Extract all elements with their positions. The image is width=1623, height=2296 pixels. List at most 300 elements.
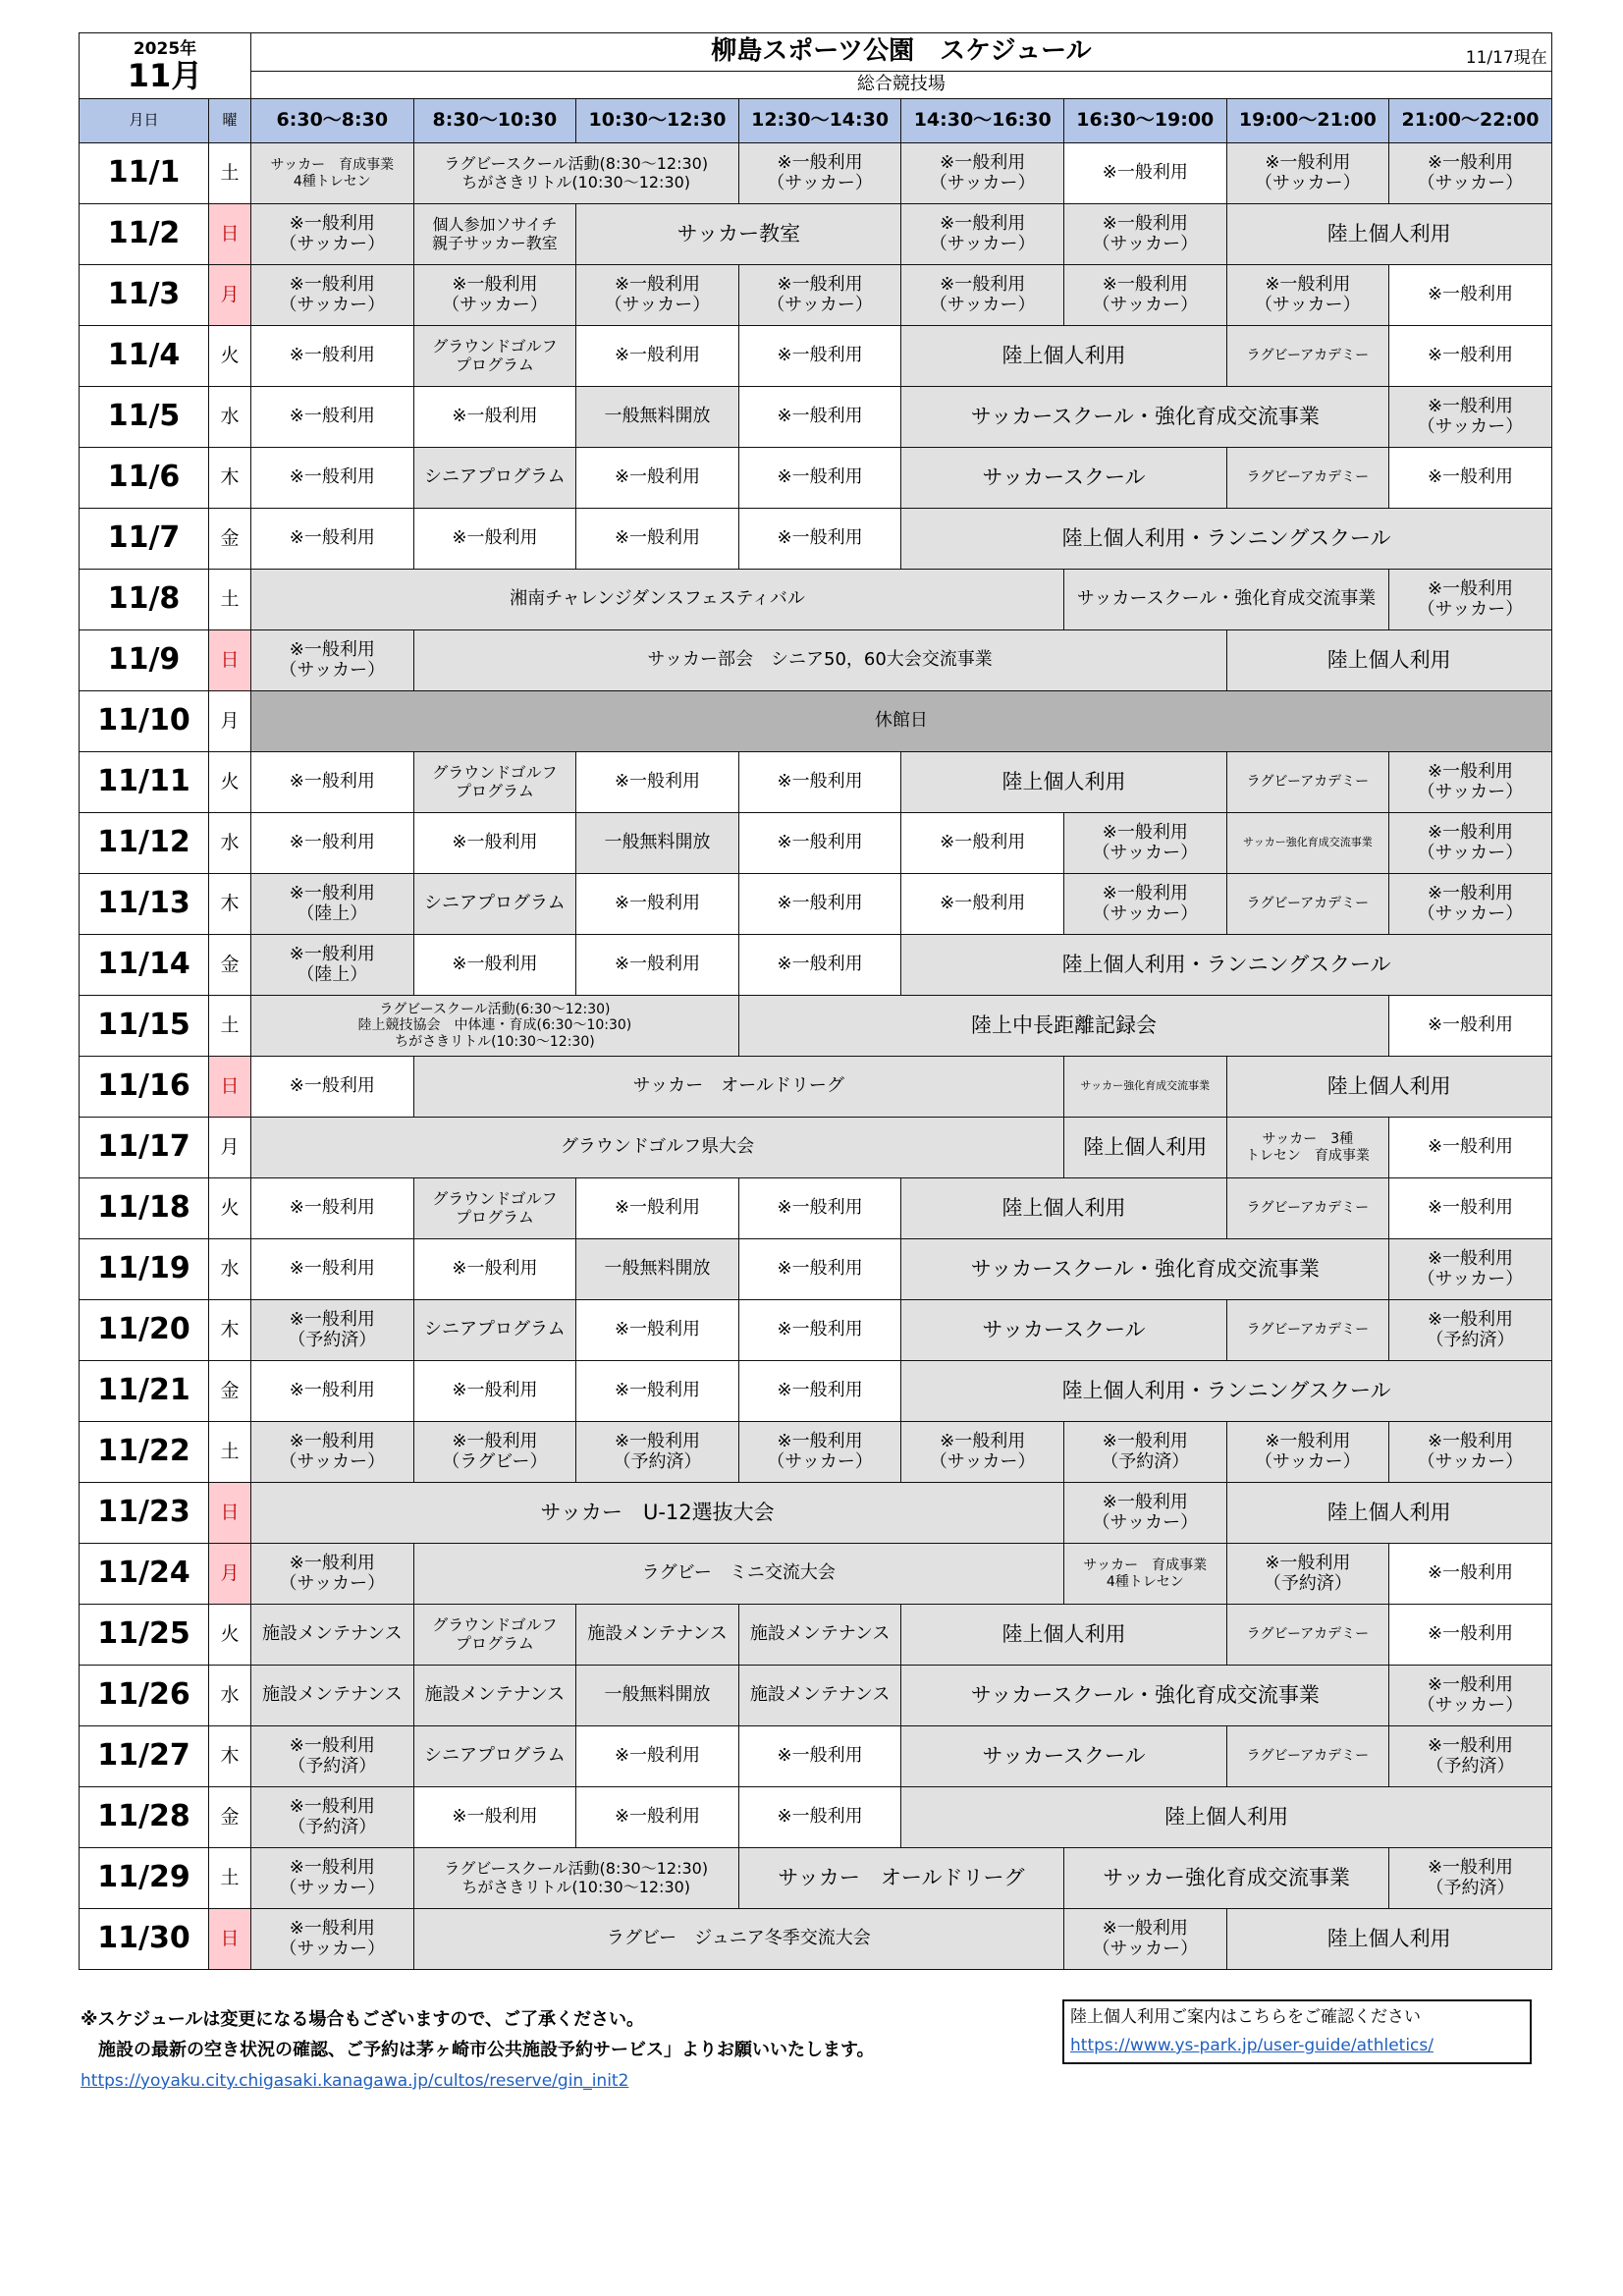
weekday-cell: 火 [209,1178,251,1239]
schedule-cell [251,1300,414,1361]
schedule-cell [576,1605,739,1666]
weekday-cell: 木 [209,1300,251,1361]
schedule-cell [738,509,901,570]
schedule-cell [1389,1422,1552,1483]
schedule-cell [1063,204,1226,265]
schedule-cell [576,1787,739,1848]
schedule-cell [901,935,1551,996]
schedule-cell [251,996,739,1057]
schedule-cell [413,813,576,874]
date-cell: 11/6 [80,448,209,509]
cell-line: （サッカー） [1092,842,1199,863]
cell-line: ※一般利用 [614,1430,701,1451]
schedule-cell [1389,1178,1552,1239]
reservation-link[interactable]: https://yoyaku.city.chigasaki.kanagawa.jp/cultos/reserve/gin_init2 [81,2071,629,2091]
cell-line: ラグビーアカデミー [1246,1322,1370,1339]
as-of-date: 11/17現在 [1465,48,1547,69]
weekday-cell: 木 [209,448,251,509]
table-row [80,1605,1552,1666]
schedule-cell [576,1361,739,1422]
cell-line: ※一般利用 [1427,821,1514,843]
date-cell: 11/12 [80,813,209,874]
cell-line: ※一般利用 [1427,151,1514,173]
schedule-cell [251,143,414,204]
schedule-cell [1389,1726,1552,1787]
schedule-cell [576,1666,739,1726]
schedule-cell [413,326,576,387]
schedule-cell [413,1057,1063,1118]
schedule-cell [413,1666,576,1726]
schedule-cell [1226,1178,1389,1239]
cell-line: トレセン 育成事業 [1245,1147,1370,1164]
table-row [80,1422,1552,1483]
schedule-cell [251,752,414,813]
schedule-cell [738,326,901,387]
schedule-cell [1063,570,1388,630]
cell-line: ※一般利用 [289,1917,375,1939]
schedule-cell [1389,1848,1552,1909]
schedule-cell [1389,813,1552,874]
cell-line: ※一般利用 [1427,882,1514,903]
schedule-cell [576,752,739,813]
cell-line: ※一般利用 [289,943,375,964]
schedule-cell [901,813,1064,874]
cell-line: （サッカー） [929,294,1036,315]
cell-line: ※一般利用 [289,1197,375,1219]
cell-line: ※一般利用 [614,893,701,914]
col-header-slot: 10:30～12:30 [576,99,739,143]
cell-line: サッカー部会 シニア50，60大会交流事業 [647,649,993,671]
schedule-cell [576,204,901,265]
cell-line: （サッカー） [279,233,386,254]
cell-line: （サッカー） [1417,1268,1524,1289]
col-header-slot: 12:30～14:30 [738,99,901,143]
table-row [80,1239,1552,1300]
schedule-cell [1389,1239,1552,1300]
schedule-cell [1063,1118,1226,1178]
schedule-cell [413,1787,576,1848]
cell-line: ※一般利用 [614,1380,701,1401]
table-row [80,874,1552,935]
cell-line: ※一般利用 [777,1806,863,1828]
schedule-cell [901,1239,1389,1300]
cell-line: ※一般利用 [452,406,538,427]
weekday-cell: 土 [209,1848,251,1909]
cell-line: ※一般利用 [289,1380,375,1401]
schedule-cell [901,204,1064,265]
athletics-info-link[interactable]: https://www.ys-park.jp/user-guide/athletics/ [1070,2036,1434,2055]
cell-line: （サッカー） [1092,1938,1199,1959]
year-label: 2025年 [133,39,197,60]
cell-line: ※一般利用 [777,527,863,549]
cell-line: ラグビースクール活動(8:30～12:30) [444,1859,709,1879]
schedule-cell [738,752,901,813]
cell-line: ※一般利用 [777,1745,863,1767]
date-cell: 11/29 [80,1848,209,1909]
date-cell: 11/18 [80,1178,209,1239]
cell-line: サッカースクール [982,1318,1146,1342]
cell-line: （サッカー） [767,1450,873,1472]
schedule-cell [251,1361,414,1422]
schedule-cell [413,1848,738,1909]
cell-line: ※一般利用 [777,832,863,853]
cell-line: ※一般利用 [940,151,1026,173]
cell-line: （サッカー） [1417,1450,1524,1472]
schedule-cell [1226,204,1551,265]
schedule-cell [413,1300,576,1361]
cell-line: サッカースクール [982,465,1146,490]
schedule-cell [413,143,738,204]
schedule-cell [1226,1483,1551,1544]
cell-line: ※一般利用 [777,345,863,366]
schedule-cell [251,326,414,387]
weekday-cell: 水 [209,1666,251,1726]
cell-line: ※一般利用 [289,1075,375,1097]
cell-line: ※一般利用 [1427,760,1514,782]
cell-line: ※一般利用 [1427,345,1514,366]
cell-line: ※一般利用 [777,406,863,427]
schedule-cell [576,448,739,509]
cell-line: （予約済） [1426,1755,1515,1777]
cell-line: （サッカー） [929,172,1036,193]
cell-line: ※一般利用 [289,406,375,427]
cell-line: 陸上個人利用 [1326,1927,1451,1951]
cell-line: ※一般利用 [452,1258,538,1280]
col-header-date: 月日 [80,99,209,143]
cell-line: ※一般利用 [940,893,1026,914]
cell-line: サッカースクール・強化育成交流事業 [970,405,1320,429]
cell-line: 親子サッカー教室 [432,233,558,252]
col-header-slot: 16:30～19:00 [1063,99,1226,143]
cell-line: ※一般利用 [289,771,375,793]
date-cell: 11/23 [80,1483,209,1544]
cell-line: 施設メンテナンス [262,1623,403,1645]
schedule-cell [1389,1666,1552,1726]
cell-line: ※一般利用 [614,1319,701,1340]
date-cell: 11/16 [80,1057,209,1118]
cell-line: サッカー教室 [676,222,801,246]
date-cell: 11/5 [80,387,209,448]
cell-line: ※一般利用 [289,1734,375,1756]
weekday-cell: 金 [209,1361,251,1422]
cell-line: ちがさきリトル(10:30～12:30) [461,172,691,191]
cell-line: 湘南チャレンジダンスフェスティバル [510,588,805,610]
cell-line: 陸上個人利用 [1001,1196,1126,1221]
schedule-cell [1389,326,1552,387]
weekday-cell: 日 [209,1909,251,1970]
cell-line: ※一般利用 [1427,1136,1514,1158]
schedule-cell [901,1300,1226,1361]
cell-line: 4種トレセン [1106,1573,1184,1590]
schedule-cell [738,813,901,874]
col-header-slot: 8:30～10:30 [413,99,576,143]
schedule-cell [1226,813,1389,874]
cell-line: シニアプログラム [423,1319,566,1340]
schedule-cell [738,1666,901,1726]
date-cell: 11/22 [80,1422,209,1483]
cell-line: グラウンドゴルフ [432,1189,558,1209]
cell-line: （サッカー） [1417,415,1524,437]
cell-line: ※一般利用 [940,273,1026,295]
date-cell: 11/15 [80,996,209,1057]
cell-line: （サッカー） [1255,172,1361,193]
schedule-cell [413,1726,576,1787]
schedule-cell [251,1483,1064,1544]
date-cell: 11/26 [80,1666,209,1726]
date-cell: 11/20 [80,1300,209,1361]
cell-line: 一般無料開放 [604,1258,711,1280]
cell-line: ※一般利用 [289,638,375,660]
date-cell: 11/1 [80,143,209,204]
col-header-dow: 曜 [209,99,251,143]
cell-line: ラグビーアカデミー [1246,1748,1370,1765]
table-row [80,143,1552,204]
schedule-cell [1063,1544,1226,1605]
table-row [80,630,1552,691]
cell-line: 陸上競技協会 中体連・育成(6:30～10:30) [357,1017,632,1034]
schedule-cell [576,326,739,387]
schedule-cell [251,1178,414,1239]
cell-line: （サッカー） [1092,294,1199,315]
schedule-cell [738,1178,901,1239]
venue-label: 総合競技場 [251,72,1552,99]
cell-line: ※一般利用 [452,527,538,549]
cell-line: ※一般利用 [289,273,375,295]
schedule-cell [1226,448,1389,509]
cell-line: （サッカー） [279,1450,386,1472]
cell-line: ※一般利用 [777,1430,863,1451]
schedule-cell [1226,265,1389,326]
cell-line: 陸上個人利用・ランニングスクール [1061,526,1391,551]
schedule-cell [1226,1300,1389,1361]
schedule-cell [1226,630,1551,691]
date-cell: 11/27 [80,1726,209,1787]
cell-line: ※一般利用 [1102,1917,1188,1939]
cell-line: ※一般利用 [777,771,863,793]
cell-line: ※一般利用 [289,212,375,234]
date-cell: 11/10 [80,691,209,752]
schedule-cell [413,509,576,570]
schedule-cell [901,387,1389,448]
cell-line: ※一般利用 [289,1308,375,1330]
cell-line: ※一般利用 [940,832,1026,853]
table-row [80,691,1552,752]
cell-line: 陸上個人利用 [1083,1135,1208,1160]
schedule-cell [413,1544,1063,1605]
cell-line: 陸上中長距離記録会 [970,1013,1157,1038]
cell-line: グラウンドゴルフ [432,763,558,783]
schedule-cell [1063,813,1226,874]
schedule-cell [413,935,576,996]
cell-line: ※一般利用 [1102,162,1188,184]
cell-line: ※一般利用 [940,212,1026,234]
weekday-cell: 月 [209,1118,251,1178]
date-cell: 11/28 [80,1787,209,1848]
cell-line: ※一般利用 [1102,821,1188,843]
cell-line: プログラム [455,781,534,800]
schedule-cell [1226,1057,1551,1118]
cell-line: （サッカー） [1417,598,1524,620]
cell-line: サッカースクール・強化育成交流事業 [1076,588,1377,610]
weekday-cell: 木 [209,1726,251,1787]
cell-line: （サッカー） [767,172,873,193]
table-row [80,387,1552,448]
cell-line: ちがさきリトル(10:30～12:30) [461,1877,691,1896]
schedule-cell [738,1605,901,1666]
cell-line: グラウンドゴルフ [432,337,558,356]
cell-line: ラグビー ジュニア冬季交流大会 [606,1928,871,1949]
cell-line: （サッカー） [604,294,711,315]
cell-line: サッカー U-12選抜大会 [540,1501,775,1525]
schedule-cell [1389,752,1552,813]
cell-line: （サッカー） [1092,233,1199,254]
cell-line: ※一般利用 [1265,273,1351,295]
cell-line: （サッカー） [279,1877,386,1898]
cell-line: 陸上個人利用 [1326,1501,1451,1525]
table-row [80,1057,1552,1118]
table-row [80,1909,1552,1970]
cell-line: プログラム [455,1633,534,1653]
schedule-cell [1389,570,1552,630]
table-row [80,1300,1552,1361]
schedule-cell [251,1057,414,1118]
cell-line: ※一般利用 [1102,1430,1188,1451]
schedule-cell [1063,1483,1226,1544]
cell-line: ※一般利用 [289,345,375,366]
weekday-cell: 水 [209,813,251,874]
schedule-cell [901,265,1064,326]
col-header-slot: 6:30～8:30 [251,99,414,143]
table-row [80,1178,1552,1239]
schedule-cell [251,509,414,570]
schedule-cell [738,387,901,448]
cell-line: ※一般利用 [1427,1197,1514,1219]
schedule-cell [251,570,1064,630]
cell-line: ※一般利用 [289,1552,375,1573]
table-row [80,1544,1552,1605]
schedule-cell [413,1605,576,1666]
schedule-cell [1226,326,1389,387]
cell-line: （サッカー） [1417,781,1524,802]
cell-line: ラグビーアカデミー [1246,1626,1370,1643]
weekday-cell: 日 [209,204,251,265]
cell-line: 陸上個人利用 [1001,344,1126,368]
cell-line: ※一般利用 [1427,1734,1514,1756]
cell-line: ※一般利用 [1427,1856,1514,1878]
date-cell: 11/9 [80,630,209,691]
cell-line: シニアプログラム [423,893,566,914]
table-row [80,448,1552,509]
cell-line: ※一般利用 [452,1430,538,1451]
schedule-sheet [79,32,1551,1970]
table-row [80,509,1552,570]
cell-line: ラグビーアカデミー [1246,1200,1370,1217]
schedule-cell [738,143,901,204]
schedule-cell [738,265,901,326]
cell-line: （予約済） [288,1816,377,1837]
cell-line: ※一般利用 [1265,151,1351,173]
schedule-cell [251,1239,414,1300]
cell-line: ラグビースクール活動(6:30～12:30) [379,1002,611,1018]
schedule-cell [413,265,576,326]
table-row [80,1787,1552,1848]
schedule-cell [576,1239,739,1300]
cell-line: 陸上個人利用・ランニングスクール [1061,953,1391,977]
footer-notes [81,2005,1062,2096]
cell-line: ※一般利用 [614,1806,701,1828]
schedule-cell [576,265,739,326]
weekday-cell: 土 [209,570,251,630]
schedule-cell [1226,143,1389,204]
weekday-cell: 土 [209,1422,251,1483]
weekday-cell: 日 [209,1483,251,1544]
date-cell: 11/2 [80,204,209,265]
schedule-cell [1063,1909,1226,1970]
weekday-cell: 月 [209,1544,251,1605]
schedule-cell [1226,1422,1389,1483]
col-header-slot: 14:30～16:30 [901,99,1064,143]
schedule-cell [901,874,1064,935]
schedule-cell [738,1239,901,1300]
date-cell: 11/14 [80,935,209,996]
cell-line: ※一般利用 [777,1197,863,1219]
schedule-cell [738,874,901,935]
cell-line: ※一般利用 [1427,466,1514,488]
cell-line: ※一般利用 [1427,284,1514,305]
month-value: 11月 [127,56,203,94]
cell-line: ※一般利用 [940,1430,1026,1451]
schedule-cell [738,1361,901,1422]
schedule-cell [1226,874,1389,935]
cell-line: 休館日 [874,710,928,732]
cell-line: 4種トレセン [293,173,371,190]
cell-line: 施設メンテナンス [749,1623,891,1645]
cell-line: ラグビー ミニ交流大会 [641,1562,836,1584]
cell-line: （予約済） [613,1450,702,1472]
weekday-cell: 火 [209,1605,251,1666]
cell-line: 一般無料開放 [604,832,711,853]
cell-line: ※一般利用 [289,1856,375,1878]
cell-line: サッカー 育成事業 [270,157,395,174]
cell-line: ※一般利用 [452,1806,538,1828]
schedule-cell [251,448,414,509]
schedule-cell [901,1787,1551,1848]
schedule-cell [413,1239,576,1300]
cell-line: サッカー 3種 [1262,1131,1354,1148]
table-row [80,935,1552,996]
schedule-cell [901,1178,1226,1239]
cell-line: （ラグビー） [442,1450,548,1472]
cell-line: ※一般利用 [777,466,863,488]
date-cell: 11/11 [80,752,209,813]
cell-line: （サッカー） [1417,902,1524,924]
cell-line: ※一般利用 [1427,1673,1514,1695]
schedule-cell [576,1300,739,1361]
cell-line: （予約済） [288,1755,377,1777]
cell-line: ちがさきリトル(10:30～12:30) [395,1033,595,1050]
cell-line: （サッカー） [1417,172,1524,193]
cell-line: （サッカー） [1255,1450,1361,1472]
cell-line: 陸上個人利用 [1326,648,1451,673]
cell-line: ※一般利用 [614,1197,701,1219]
cell-line: （サッカー） [279,1572,386,1594]
schedule-cell [1226,1544,1389,1605]
cell-line: （サッカー） [767,294,873,315]
schedule-table [79,32,1552,1970]
schedule-cell [901,1726,1226,1787]
cell-line: ラグビーアカデミー [1246,896,1370,912]
cell-line: ※一般利用 [614,954,701,975]
